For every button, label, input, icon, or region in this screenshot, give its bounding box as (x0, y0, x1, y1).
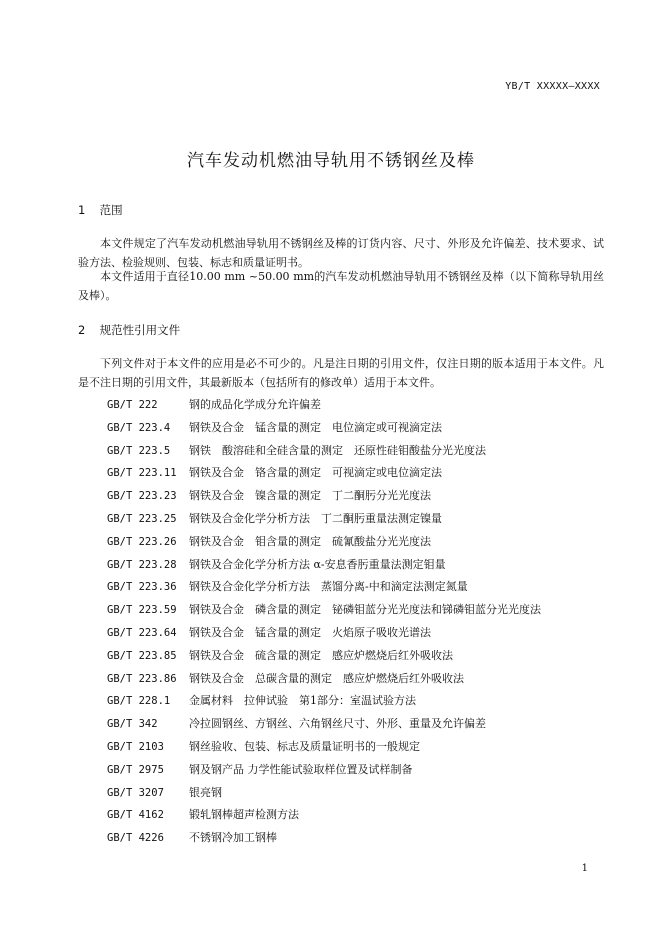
reference-title: 钢铁及合金 磷含量的测定 铋磷钼蓝分光光度法和锑磷钼蓝分光光度法 (189, 603, 541, 617)
reference-title: 钢铁及合金 钼含量的测定 硫氰酸盐分光光度法 (189, 534, 431, 548)
reference-item (107, 508, 541, 531)
reference-code: GB/T 223.5 (107, 444, 171, 457)
reference-item (107, 690, 541, 713)
reference-title: 银亮钢 (189, 785, 222, 799)
reference-title: 钢铁及合金 铬含量的测定 可视滴定或电位滴定法 (189, 466, 442, 480)
section-title: 范围 (99, 203, 123, 217)
reference-title: 钢及钢产品 力学性能试验取样位置及试样制备 (189, 762, 413, 776)
reference-code: GB/T 223.36 (107, 581, 177, 594)
reference-item (107, 736, 541, 759)
reference-code: GB/T 2975 (107, 763, 164, 776)
reference-code: GB/T 223.11 (107, 467, 177, 480)
reference-item (107, 827, 541, 850)
reference-code: GB/T 223.4 (107, 421, 171, 434)
reference-code: GB/T 223.26 (107, 535, 177, 548)
reference-code: GB/T 228.1 (107, 695, 171, 708)
reference-code: GB/T 2103 (107, 740, 164, 753)
section-title: 规范性引用文件 (99, 323, 181, 337)
page-number: 1 (581, 863, 588, 874)
reference-item (107, 713, 541, 736)
reference-item (107, 804, 541, 827)
reference-code: GB/T 223.28 (107, 558, 177, 571)
reference-item (107, 759, 541, 782)
reference-code: GB/T 223.85 (107, 649, 177, 662)
reference-item (107, 554, 541, 577)
document-title: 汽车发动机燃油导轨用不锈钢丝及棒 (187, 151, 475, 171)
reference-title: 钢铁及合金化学分析方法 丁二酮肟重量法测定镍量 (189, 511, 442, 525)
reference-title: 钢丝验收、包装、标志及质量证明书的一般规定 (189, 739, 420, 753)
reference-title: 钢的成品化学成分允许偏差 (189, 398, 321, 411)
reference-title: 钢铁及合金 硫含量的测定 感应炉燃烧后红外吸收法 (189, 648, 453, 662)
reference-item (107, 782, 541, 805)
reference-title: 钢铁 酸溶硅和全硅含量的测定 还原性硅钼酸盐分光光度法 (189, 443, 486, 457)
reference-code: GB/T 223.64 (107, 626, 177, 639)
reference-title: 钢铁及合金 镍含量的测定 丁二酮肟分光光度法 (189, 489, 431, 503)
section-number: 2 (78, 323, 86, 337)
reference-code: GB/T 223.86 (107, 672, 177, 685)
reference-item (107, 485, 541, 508)
reference-item (107, 645, 541, 668)
reference-code: GB/T 222 (107, 399, 158, 411)
reference-code: GB/T 3207 (107, 786, 164, 799)
reference-title: 钢铁及合金化学分析方法 α-安息香肟重量法测定钼量 (189, 557, 446, 571)
reference-code: GB/T 4162 (107, 809, 164, 822)
reference-item (107, 462, 541, 485)
reference-code: GB/T 223.23 (107, 490, 177, 503)
reference-item (107, 576, 541, 599)
reference-item (107, 440, 541, 463)
reference-item (107, 622, 541, 645)
reference-title: 锻轧钢棒超声检测方法 (189, 808, 299, 822)
reference-title: 钢铁及合金 锰含量的测定 电位滴定或可视滴定法 (189, 420, 442, 434)
section-number: 1 (78, 203, 86, 217)
reference-code: GB/T 223.59 (107, 604, 177, 617)
reference-title: 金属材料 拉伸试验 第1部分：室温试验方法 (189, 694, 416, 708)
reference-title: 钢铁及合金化学分析方法 蒸馏分离-中和滴定法测定氮量 (189, 580, 468, 594)
reference-title: 钢铁及合金 总碳含量的测定 感应炉燃烧后红外吸收法 (189, 671, 464, 685)
reference-title: 冷拉圆钢丝、方钢丝、六角钢丝尺寸、外形、重量及允许偏差 (189, 717, 486, 731)
references-intro-paragraph: 下列文件对于本文件的应用是必不可少的。凡是注日期的引用文件，仅注日期的版本适用于本文件。凡是不注日期的引用文件，其最新版本（包括所有的修改单）适用于本文件。 (78, 357, 604, 389)
reference-code: GB/T 342 (107, 718, 158, 731)
reference-item (107, 599, 541, 622)
reference-title: 不锈钢冷加工钢棒 (189, 831, 277, 845)
scope-paragraph-1: 本文件规定了汽车发动机燃油导轨用不锈钢丝及棒的订货内容、尺寸、外形及允许偏差、技术要求、试验方法、检验规则、包装、标志和质量证明书。 (78, 237, 604, 269)
reference-code: GB/T 223.25 (107, 512, 177, 525)
scope-paragraph-2: 本文件适用于直径10.00 mm ~50.00 mm的汽车发动机燃油导轨用不锈钢丝及棒（以下简称导轨用丝及棒）。 (78, 270, 604, 302)
document-code: YB/T XXXXX—XXXX (505, 81, 600, 92)
reference-title: 钢铁及合金 锰含量的测定 火焰原子吸收光谱法 (189, 625, 431, 639)
reference-item (107, 531, 541, 554)
section-heading-normative-references (78, 322, 180, 338)
reference-code: GB/T 4226 (107, 832, 164, 845)
section-heading-scope (78, 202, 123, 218)
reference-item (107, 668, 541, 691)
reference-item (107, 417, 541, 440)
reference-item (107, 394, 541, 417)
reference-list (107, 394, 541, 850)
